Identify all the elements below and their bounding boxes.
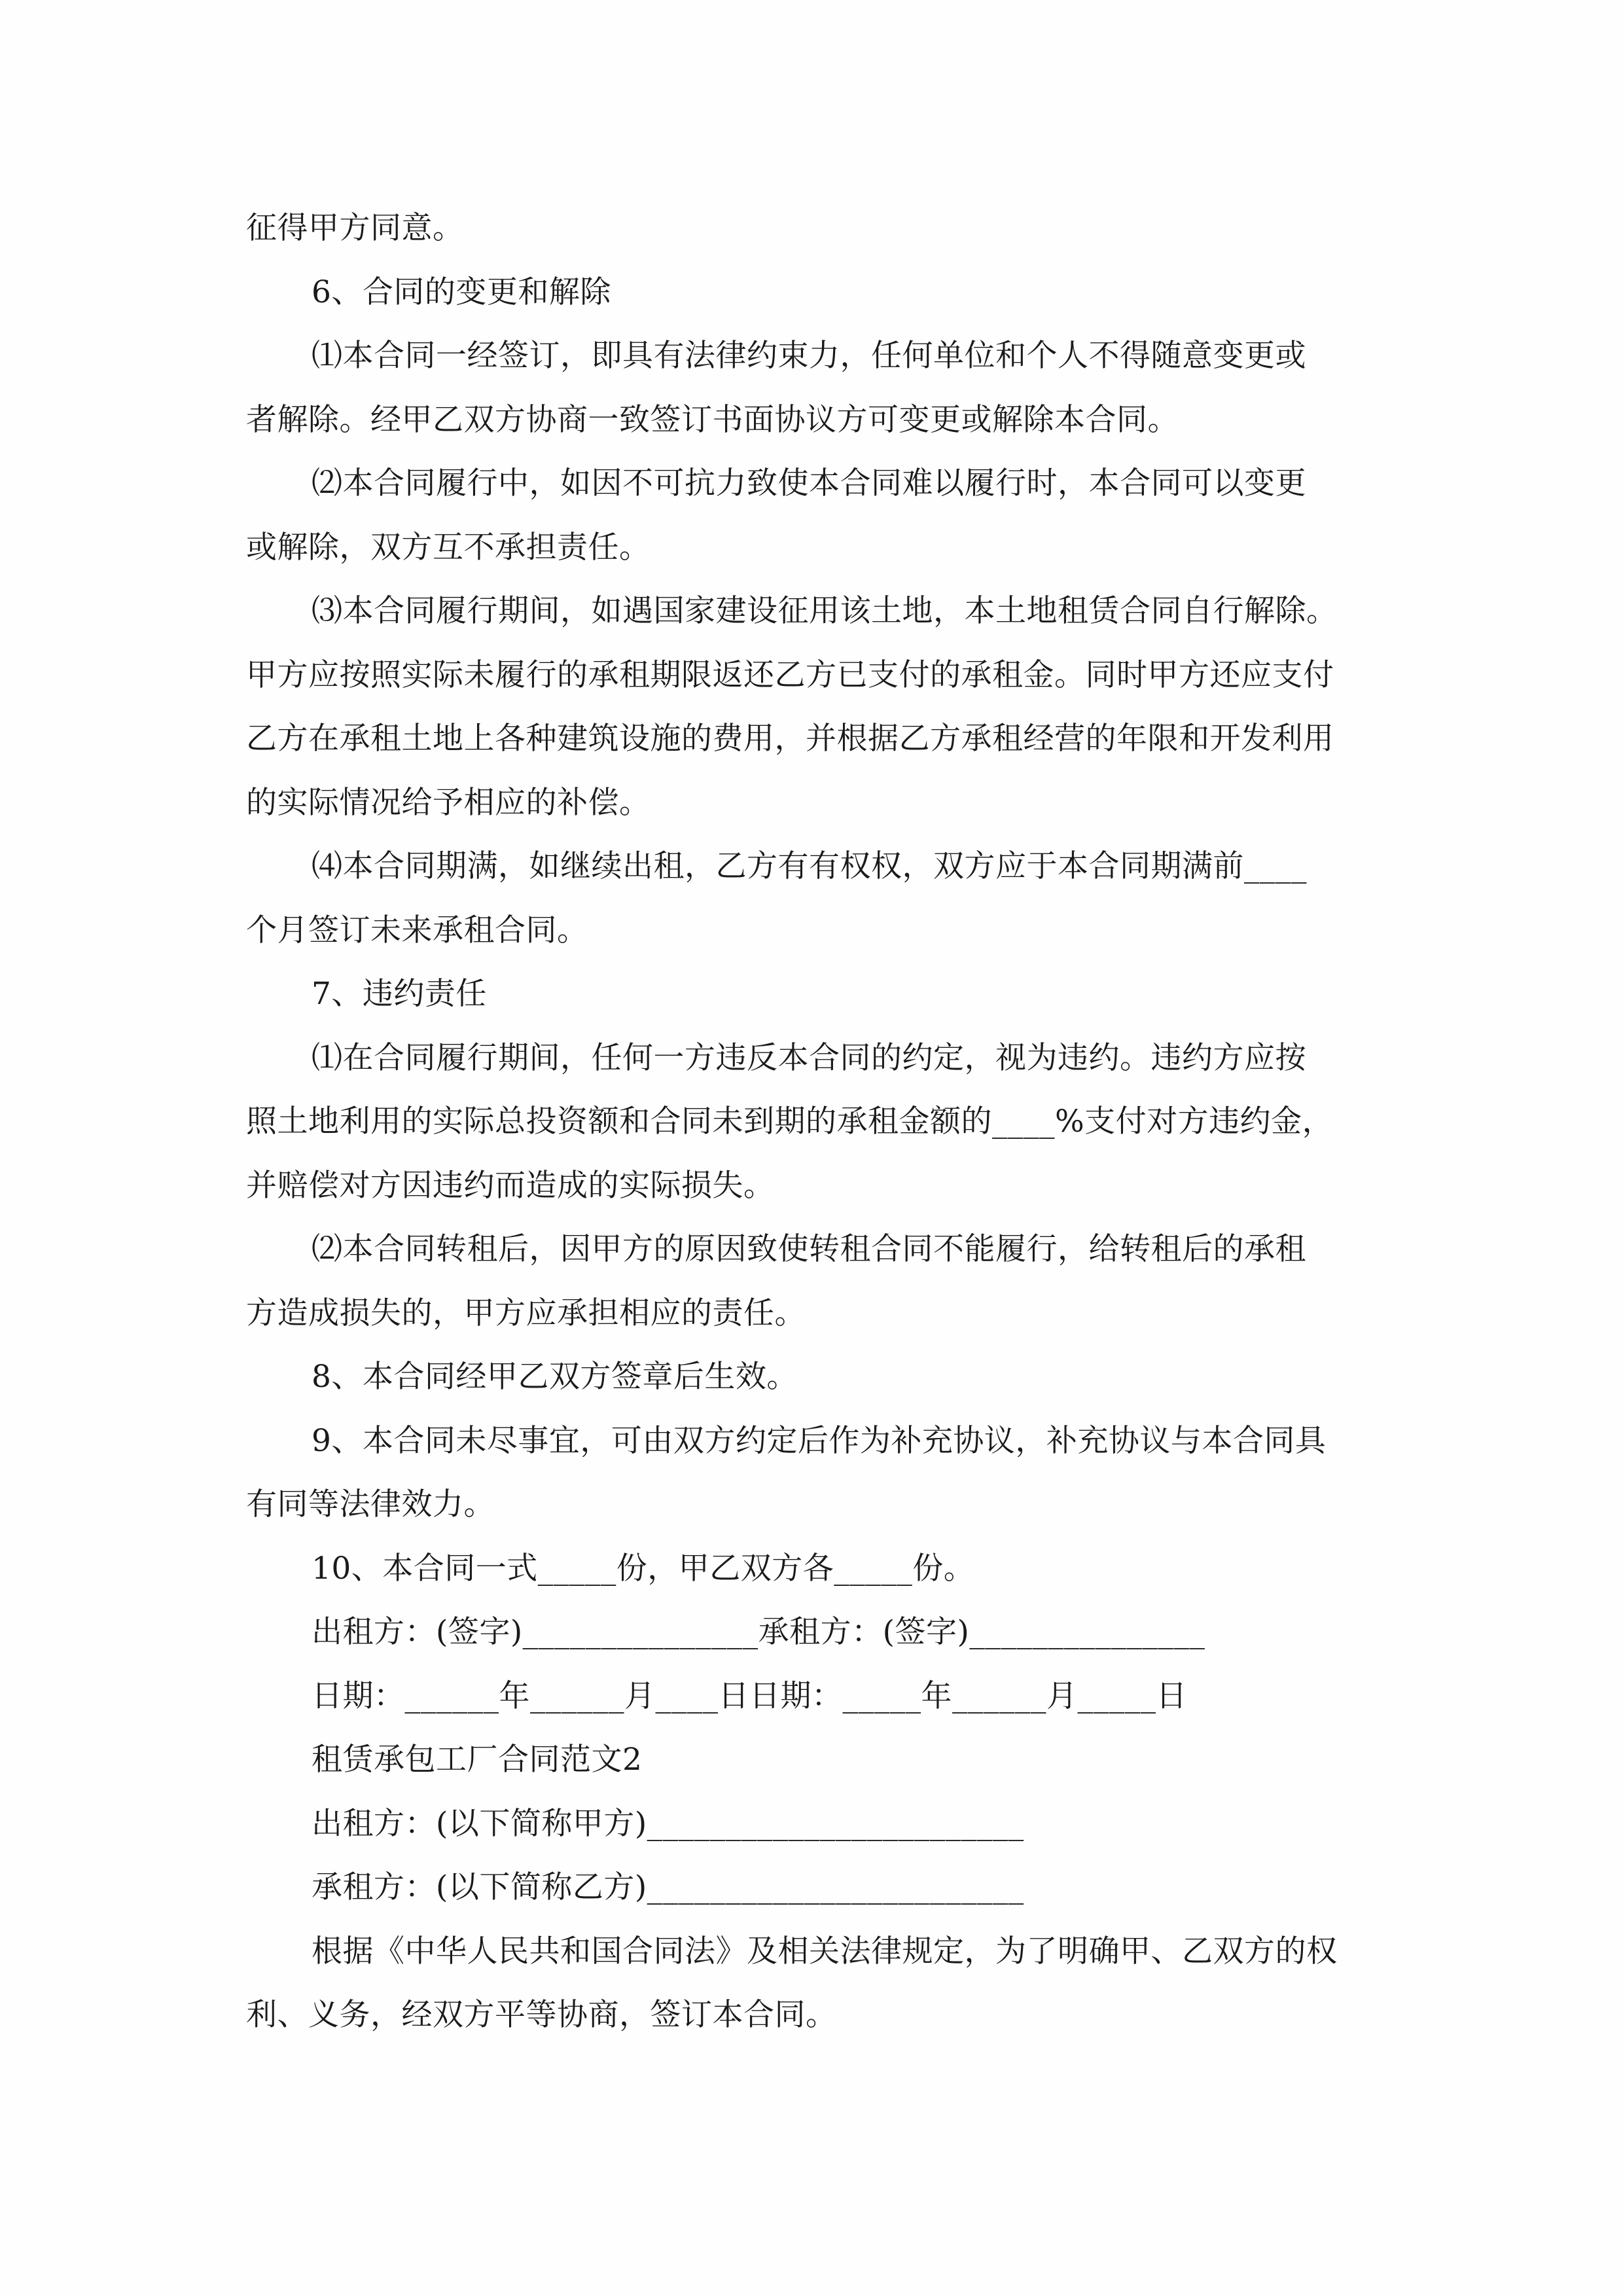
contract-body	[246, 196, 1378, 2047]
text-line: ⑵本合同履行中，如因不可抗力致使本合同难以履行时，本合同可以变更	[312, 465, 1306, 501]
document-title: 租赁承包工厂合同范文2	[312, 1742, 643, 1778]
text-line: 甲方应按照实际未履行的承租期限返还乙方已支付的承租金。同时甲方还应支付	[246, 656, 1334, 693]
date-line: 日期：______年______月____日日期：_____年______月_____日	[312, 1677, 1187, 1714]
text-line: ⑴在合同履行期间，任何一方违反本合同的约定，视为违约。违约方应按	[312, 1039, 1306, 1076]
text-line: 个月签订未来承租合同。	[246, 912, 588, 948]
text-line: 者解除。经甲乙双方协商一致签订书面协议方可变更或解除本合同。	[246, 401, 1179, 438]
text-line: ⑵本合同转租后，因甲方的原因致使转租合同不能履行，给转租后的承租	[312, 1231, 1306, 1267]
text-line: 并赔偿对方因违约而造成的实际损失。	[246, 1167, 775, 1204]
text-line: 8、本合同经甲乙双方签章后生效。	[312, 1359, 798, 1395]
text-line: 征得甲方同意。	[246, 210, 464, 246]
text-line: 根据《中华人民共和国合同法》及相关法律规定，为了明确甲、乙双方的权	[312, 1933, 1338, 1969]
text-line: 照土地利用的实际总投资额和合同未到期的承租金额的____%支付对方违约金，	[246, 1103, 1334, 1139]
text-line: 方造成损失的，甲方应承担相应的责任。	[246, 1295, 806, 1331]
lessor-line: 出租方：(以下简称甲方)________________________	[312, 1805, 1024, 1842]
text-line: 乙方在承租土地上各种建筑设施的费用，并根据乙方承租经营的年限和开发利用	[246, 721, 1334, 757]
text-line: ⑷本合同期满，如继续出租，乙方有有权权，双方应于本合同期满前____	[312, 848, 1307, 884]
text-line: ⑶本合同履行期间，如遇国家建设征用该土地，本土地租赁合同自行解除。	[312, 593, 1338, 629]
section-heading: 7、违约责任	[312, 976, 487, 1012]
section-heading: 6、合同的变更和解除	[312, 274, 611, 310]
text-line: 利、义务，经双方平等协商，签订本合同。	[246, 1997, 837, 2033]
text-line: 9、本合同未尽事宜，可由双方约定后作为补充协议，补充协议与本合同具	[312, 1422, 1327, 1459]
lessee-line: 承租方：(以下简称乙方)________________________	[312, 1869, 1024, 1905]
signature-line: 出租方：(签字)_______________承租方：(签字)_______________	[312, 1614, 1205, 1650]
text-line: ⑴本合同一经签订，即具有法律约束力，任何单位和个人不得随意变更或	[312, 338, 1306, 374]
text-line: 的实际情况给予相应的补偿。	[246, 784, 651, 821]
text-line: 10、本合同一式_____份，甲乙双方各_____份。	[312, 1550, 975, 1587]
text-line: 有同等法律效力。	[246, 1486, 495, 1522]
text-line: 或解除，双方互不承担责任。	[246, 529, 651, 565]
